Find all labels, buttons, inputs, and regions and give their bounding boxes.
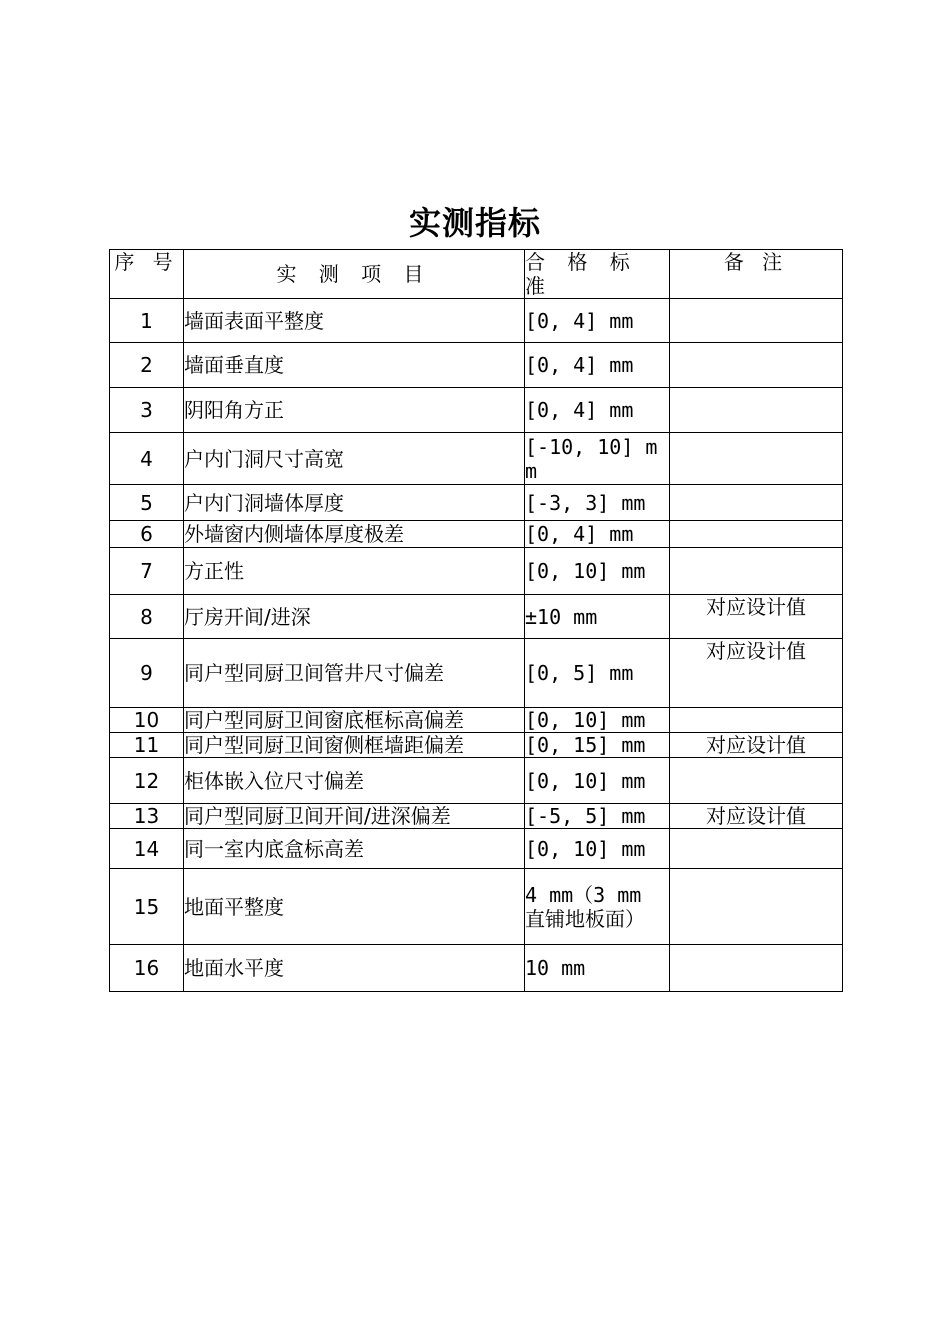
row-item: 墙面垂直度 <box>184 343 525 388</box>
row-item: 同户型同厨卫间开间/进深偏差 <box>184 804 525 829</box>
table-row <box>110 548 843 595</box>
row-item: 阴阳角方正 <box>184 388 525 433</box>
row-item: 地面平整度 <box>184 869 525 945</box>
row-note <box>670 945 843 992</box>
row-standard: [-3, 3] mm <box>525 485 670 521</box>
row-number: 16 <box>110 945 184 992</box>
row-note <box>670 388 843 433</box>
row-number: 9 <box>110 639 184 708</box>
row-standard: [0, 10] mm <box>525 548 670 595</box>
table-row <box>110 485 843 521</box>
header-item: 实 测 项 目 <box>184 250 525 299</box>
table-row <box>110 433 843 485</box>
row-number: 2 <box>110 343 184 388</box>
row-number: 6 <box>110 521 184 548</box>
row-note: 对应设计值 <box>670 804 843 829</box>
row-number: 11 <box>110 733 184 758</box>
page-title: 实测指标 <box>408 204 541 242</box>
row-standard: [0, 4] mm <box>525 388 670 433</box>
row-note <box>670 299 843 343</box>
table-row <box>110 708 843 733</box>
table-row <box>110 595 843 639</box>
row-item: 同户型同厨卫间窗底框标高偏差 <box>184 708 525 733</box>
table-row <box>110 945 843 992</box>
row-item: 方正性 <box>184 548 525 595</box>
row-item: 柜体嵌入位尺寸偏差 <box>184 758 525 804</box>
row-number: 10 <box>110 708 184 733</box>
table-row <box>110 299 843 343</box>
table-row <box>110 343 843 388</box>
row-item: 同户型同厨卫间管井尺寸偏差 <box>184 639 525 708</box>
row-note <box>670 433 843 485</box>
row-number: 1 <box>110 299 184 343</box>
row-item: 地面水平度 <box>184 945 525 992</box>
table-row <box>110 388 843 433</box>
row-number: 4 <box>110 433 184 485</box>
row-number: 8 <box>110 595 184 639</box>
row-number: 12 <box>110 758 184 804</box>
table-row <box>110 804 843 829</box>
row-number: 3 <box>110 388 184 433</box>
row-item: 墙面表面平整度 <box>184 299 525 343</box>
row-item: 同户型同厨卫间窗侧框墙距偏差 <box>184 733 525 758</box>
row-standard: [0, 4] mm <box>525 299 670 343</box>
row-note: 对应设计值 <box>670 639 843 708</box>
row-note: 对应设计值 <box>670 733 843 758</box>
row-number: 14 <box>110 829 184 869</box>
row-note: 对应设计值 <box>670 595 843 639</box>
row-number: 13 <box>110 804 184 829</box>
row-note <box>670 869 843 945</box>
row-standard: [0, 10] mm <box>525 758 670 804</box>
header-note: 备 注 <box>670 250 843 299</box>
row-standard: 10 mm <box>525 945 670 992</box>
row-standard: [0, 4] mm <box>525 521 670 548</box>
row-standard: [0, 5] mm <box>525 639 670 708</box>
row-item: 户内门洞尺寸高宽 <box>184 433 525 485</box>
header-standard: 合 格 标 准 <box>525 250 670 299</box>
row-standard: [0, 10] mm <box>525 708 670 733</box>
row-note <box>670 758 843 804</box>
table-row <box>110 639 843 708</box>
row-number: 7 <box>110 548 184 595</box>
row-note <box>670 708 843 733</box>
table-row <box>110 733 843 758</box>
table-row <box>110 521 843 548</box>
row-number: 15 <box>110 869 184 945</box>
row-standard: [0, 15] mm <box>525 733 670 758</box>
row-note <box>670 485 843 521</box>
row-note <box>670 829 843 869</box>
row-standard: [-5, 5] mm <box>525 804 670 829</box>
row-item: 户内门洞墙体厚度 <box>184 485 525 521</box>
row-number: 5 <box>110 485 184 521</box>
table-row <box>110 829 843 869</box>
row-standard: [0, 4] mm <box>525 343 670 388</box>
row-item: 同一室内底盒标高差 <box>184 829 525 869</box>
header-no: 序 号 <box>110 250 184 299</box>
row-item: 外墙窗内侧墙体厚度极差 <box>184 521 525 548</box>
table-row <box>110 758 843 804</box>
row-note <box>670 343 843 388</box>
table-row <box>110 869 843 945</box>
row-standard: [-10, 10] mm <box>525 433 670 485</box>
row-note <box>670 521 843 548</box>
header-row <box>110 250 843 299</box>
row-item: 厅房开间/进深 <box>184 595 525 639</box>
row-note <box>670 548 843 595</box>
row-standard: ±10 mm <box>525 595 670 639</box>
row-standard: 4 mm（3 mm 直铺地板面） <box>525 869 670 945</box>
row-standard: [0, 10] mm <box>525 829 670 869</box>
spec-table <box>109 249 843 992</box>
